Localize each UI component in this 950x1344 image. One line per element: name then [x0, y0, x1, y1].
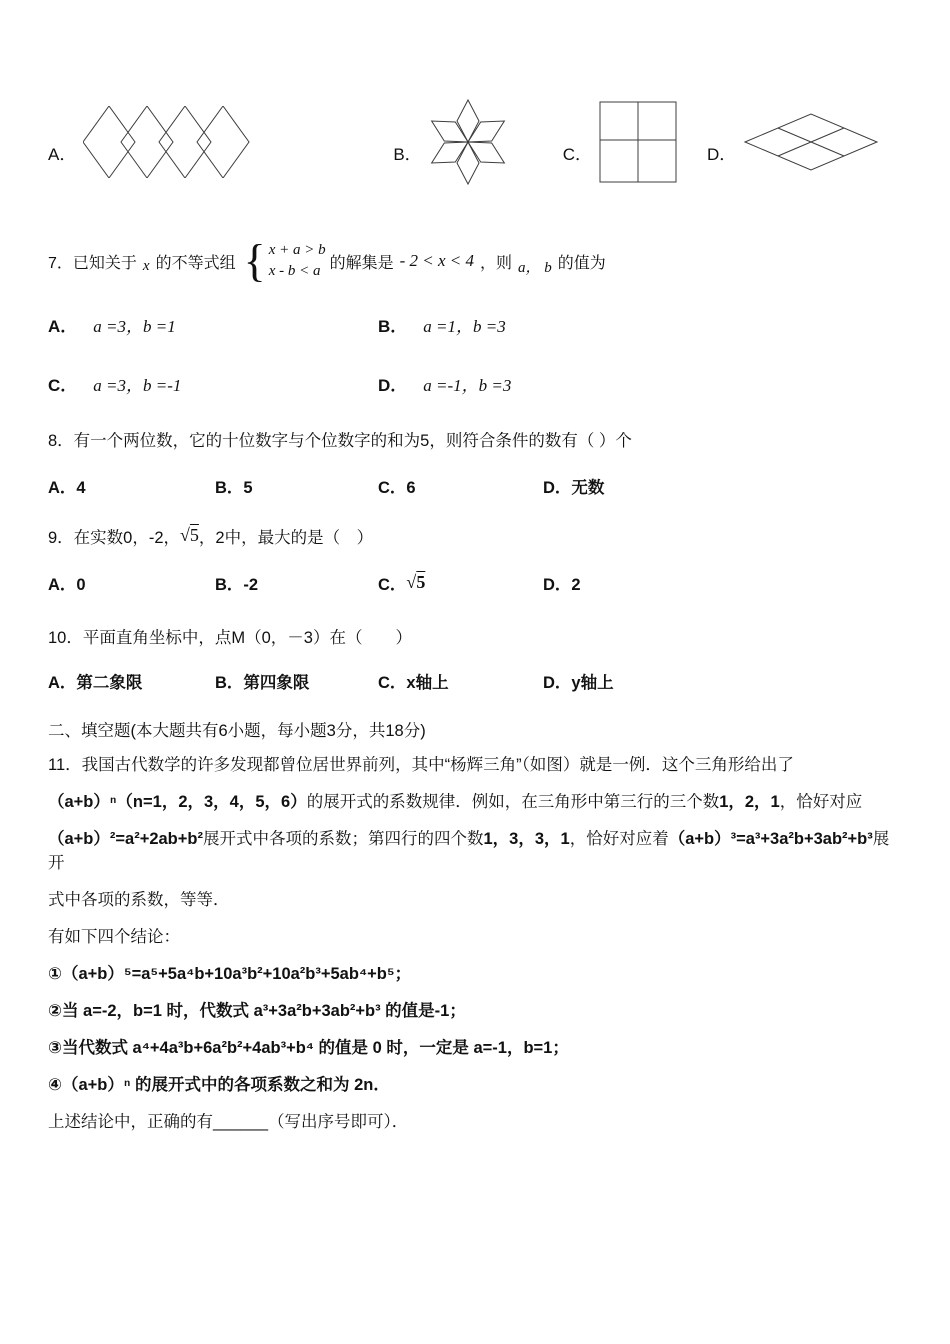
q11-conclusion-4: ④（a+b）ⁿ 的展开式中的各项系数之和为 2n．	[48, 1076, 390, 1094]
q7-option-b-label: B．	[378, 317, 408, 336]
q7-comma: ，则	[480, 254, 513, 272]
q8-option-d: D．无数	[543, 479, 605, 497]
q11-text: 展开	[48, 830, 890, 872]
rhombus-strip-figure	[83, 106, 251, 178]
figure-option-c	[563, 101, 677, 183]
q11-numbers: 1，2，1	[719, 793, 780, 811]
rhombus-shape	[83, 106, 135, 178]
q7-lead: 7．已知关于	[48, 254, 137, 272]
q7-option-a-label: A．	[48, 317, 78, 336]
question-9-text	[48, 524, 898, 551]
system-line-1: x + a > b	[268, 242, 326, 258]
figure-option-a	[48, 106, 251, 178]
q11-paragraph-1: 11．我国古代数学的许多发现都曾位居世界前列，其中“杨辉三角”（如图）就是一例．这个三角形给出了	[48, 756, 794, 774]
rhombus-shape	[121, 106, 173, 178]
q11-conclusion-2: ②当 a=-2，b=1 时，代数式 a³+3a²b+3ab²+b³ 的值是-1；	[48, 1002, 466, 1020]
q10-option-a: A．第二象限	[48, 674, 143, 692]
q11-numbers: 1，3，3，1	[483, 830, 570, 848]
q7-option-a-value: a =3，b =1	[93, 317, 176, 336]
q11-text: ，恰好对应着	[569, 830, 669, 848]
q7-option-b-value: a =1，b =3	[423, 317, 506, 336]
q11-answer-blank-line: 上述结论中，正确的有______（写出序号即可）．	[48, 1113, 409, 1131]
q10-option-b: B．第四象限	[215, 674, 310, 692]
figure-option-b	[393, 96, 506, 188]
radical-sign: √	[406, 572, 417, 592]
q10-options-row	[48, 669, 898, 693]
question-7-text	[48, 235, 898, 286]
q8-option-a: A．4	[48, 479, 86, 497]
q11-conclusion-3: ③当代数式 a⁴+4a³b+6a²b²+4ab³+b⁴ 的值是 0 时，一定是 a=-1，b=1；	[48, 1039, 569, 1057]
q7-option-c	[48, 371, 378, 396]
question-11	[48, 753, 898, 1134]
q7-options-grid	[48, 312, 898, 396]
q11-formula: （a+b）²=a²+2ab+b²	[48, 830, 203, 848]
q11-paragraph-2	[48, 790, 898, 814]
q7-variable-x: x	[142, 257, 150, 274]
sqrt-5	[180, 525, 199, 545]
system-lines	[269, 240, 326, 282]
q11-paragraph-4: 式中各项的系数，等等．	[48, 891, 230, 909]
radicand-5: 5	[416, 572, 426, 592]
q10-option-c: C．x轴上	[378, 674, 449, 692]
q7-option-b	[378, 312, 898, 337]
q7-option-a	[48, 312, 378, 337]
q9-option-c	[378, 571, 543, 595]
q7-variables-ab: a， b	[518, 259, 552, 276]
option-c-label: C．	[562, 144, 592, 164]
q11-formula: （a+b）ⁿ（n=1，2，3，4，5，6）	[48, 793, 307, 811]
q9-option-a: A．0	[48, 576, 86, 594]
star-petal	[457, 100, 479, 142]
star-petal	[429, 132, 474, 172]
option-d-label: D．	[706, 144, 737, 164]
q8-options-row	[48, 474, 898, 498]
q11-text: ，恰好对应	[779, 793, 863, 811]
question-10-text: 10．平面直角坐标中，点M（0，－3）在（ ）	[48, 629, 412, 647]
q9-option-d: D．2	[543, 576, 581, 594]
figure-options-row	[48, 0, 898, 188]
star-petal	[429, 111, 474, 151]
q11-formula: （a+b）³=a³+3a²b+3ab²+b³	[668, 830, 873, 848]
option-a-label: A．	[48, 144, 77, 164]
q9-options-row	[48, 571, 898, 595]
radical-sign: √	[180, 525, 190, 545]
q7-option-d	[378, 371, 898, 396]
rhombus-shape	[197, 106, 249, 178]
q7-after-x: 的不等式组	[155, 254, 236, 272]
square-grid-figure	[599, 101, 677, 183]
q9-before: 9．在实数0，-2，	[48, 529, 181, 547]
question-8-text: 8．有一个两位数，它的十位数字与个位数字的和为5，则符合条件的数有（ ）个	[48, 432, 632, 450]
figure-option-d	[707, 110, 879, 174]
q7-option-c-label: C．	[48, 376, 78, 395]
star-petal	[462, 111, 507, 151]
subdivided-rhombus-figure	[743, 110, 879, 174]
radicand-5: 5	[189, 525, 199, 545]
q11-conclusion-1: ①（a+b）⁵=a⁵+5a⁴b+10a³b²+10a²b³+5ab⁴+b⁵；	[48, 965, 412, 983]
star-petal	[462, 132, 507, 172]
q7-solution-set: - 2 < x < 4	[399, 251, 475, 270]
q7-after-system: 的解集是	[329, 254, 394, 272]
q7-option-d-label: D．	[378, 376, 408, 395]
q9-after: ，2中，最大的是（ ）	[198, 529, 374, 547]
q7-option-c-value: a =3，b =-1	[93, 376, 182, 395]
q9-option-b: B．-2	[215, 576, 259, 594]
q7-option-d-value: a =-1，b =3	[423, 376, 512, 395]
rhombus-shape	[159, 106, 211, 178]
section-2-title: 二、填空题(本大题共有6小题，每小题3分，共18分)	[48, 722, 426, 740]
q9-option-c-label: C．	[378, 576, 407, 594]
inequality-system	[243, 235, 326, 286]
system-line-2: x - b < a	[268, 263, 321, 279]
left-brace: {	[243, 235, 266, 286]
q11-conclusions-intro: 有如下四个结论：	[48, 928, 180, 946]
q10-option-d: D．y轴上	[543, 674, 614, 692]
q8-option-c: C．6	[378, 479, 416, 497]
q8-option-b: B．5	[215, 479, 253, 497]
q11-paragraph-3	[48, 827, 898, 875]
option-b-label: B．	[393, 144, 422, 164]
q11-text: 的展开式的系数规律．例如，在三角形中第三行的三个数	[306, 793, 720, 811]
sqrt-5	[406, 572, 425, 592]
q11-text: 展开式中各项的系数；第四行的四个数	[202, 830, 484, 848]
rhombus-star-figure	[429, 96, 507, 188]
star-petal	[457, 142, 479, 184]
q7-tail: 的值为	[557, 254, 606, 272]
